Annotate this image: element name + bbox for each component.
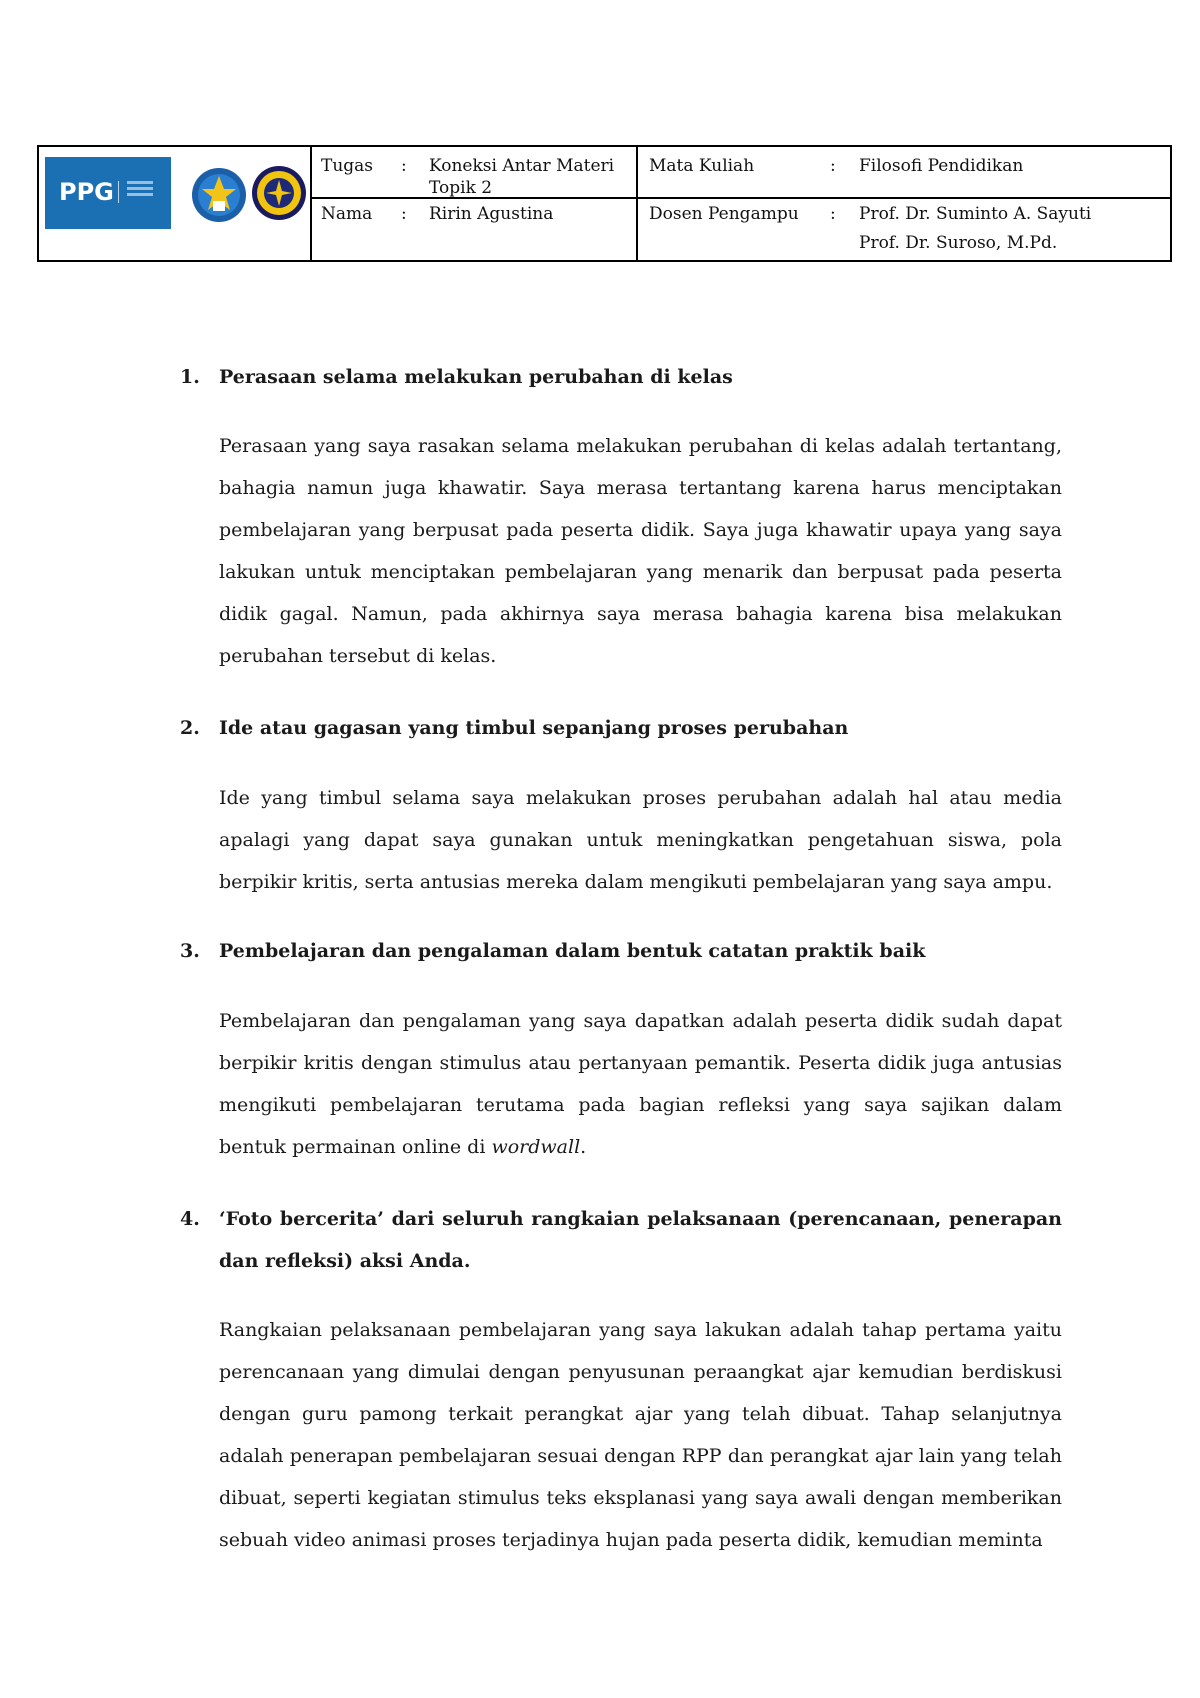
tugas-colon: :	[401, 156, 407, 176]
section-number: 2.	[180, 717, 200, 739]
dosen-name-1: Prof. Dr. Suminto A. Sayuti	[859, 204, 1092, 224]
section-number: 4.	[180, 1208, 200, 1230]
university-emblem-icon	[251, 165, 307, 221]
mata-kuliah-value: Filosofi Pendidikan	[859, 156, 1024, 176]
section-number: 1.	[180, 366, 200, 388]
paragraph-text: .	[580, 1136, 587, 1158]
nama-colon: :	[401, 204, 407, 224]
section-number: 3.	[180, 940, 200, 962]
dosen-colon: :	[830, 204, 836, 224]
mata-kuliah-label: Mata Kuliah	[649, 156, 755, 176]
dosen-label: Dosen Pengampu	[649, 204, 799, 224]
section-title: ‘Foto bercerita’ dari seluruh rangkaian pelaksanaan (perencanaan, penerapan dan refleksi) aksi Anda.	[219, 1208, 1062, 1272]
tugas-value: Koneksi Antar Materi Topik 2	[429, 156, 615, 198]
section-paragraph: Ide yang timbul selama saya melakukan proses perubahan adalah hal atau media apalagi yang dapat saya gunakan untuk meningkatkan pengetahuan siswa, pola berpikir kritis, serta antusias mereka dalam mengikuti pembelajaran yang saya ampu.	[219, 787, 1062, 893]
header-table	[37, 145, 1172, 262]
dosen-name-2: Prof. Dr. Suroso, M.Pd.	[859, 233, 1058, 253]
paragraph-italic-term: wordwall	[491, 1136, 581, 1158]
ppg-logo	[45, 157, 171, 229]
section-title: Pembelajaran dan pengalaman dalam bentuk catatan praktik baik	[219, 940, 926, 962]
nama-value: Ririn Agustina	[429, 204, 554, 224]
tut-wuri-handayani-emblem-icon	[191, 167, 247, 223]
section-paragraph: Rangkaian pelaksanaan pembelajaran yang saya lakukan adalah tahap pertama yaitu perencanaan yang dimulai dengan penyusunan peraangkat ajar kemudian berdiskusi dengan guru pamong terkait perangkat ajar yang telah dibuat. Tahap selanjutnya adalah penerapan pembelajaran sesuai dengan RPP dan perangkat ajar lain yang telah dibuat, seperti kegiatan stimulus teks eksplanasi yang saya awali dengan memberikan sebuah video animasi proses terjadinya hujan pada peserta didik, kemudian meminta	[219, 1319, 1062, 1551]
ppg-logo-text: PPG	[59, 178, 114, 206]
paragraph-text: Pembelajaran dan pengalaman yang saya dapatkan adalah peserta didik sudah dapat berpikir kritis dengan stimulus atau pertanyaan pemantik. Peserta didik juga antusias mengikuti pembelajaran terutama pada bagian refleksi yang saya sajikan dalam bentuk permainan online di	[219, 1010, 1062, 1158]
nama-label: Nama	[321, 204, 373, 224]
divider	[310, 147, 312, 260]
section-title: Ide atau gagasan yang timbul sepanjang proses perubahan	[219, 717, 849, 739]
mata-kuliah-colon: :	[830, 156, 836, 176]
section-paragraph	[219, 1000, 1062, 1168]
divider	[636, 147, 638, 260]
tugas-label: Tugas	[321, 156, 374, 176]
section-title: Perasaan selama melakukan perubahan di kelas	[219, 366, 733, 388]
section-paragraph: Perasaan yang saya rasakan selama melakukan perubahan di kelas adalah tertantang, bahagia namun juga khawatir. Saya merasa tertantang karena harus menciptakan pembelajaran yang berpusat pada peserta didik. Saya juga khawatir upaya yang saya lakukan untuk menciptakan pembelajaran yang menarik dan berpusat pada peserta didik gagal. Namun, pada akhirnya saya merasa bahagia karena bisa melakukan perubahan tersebut di kelas.	[219, 435, 1062, 667]
